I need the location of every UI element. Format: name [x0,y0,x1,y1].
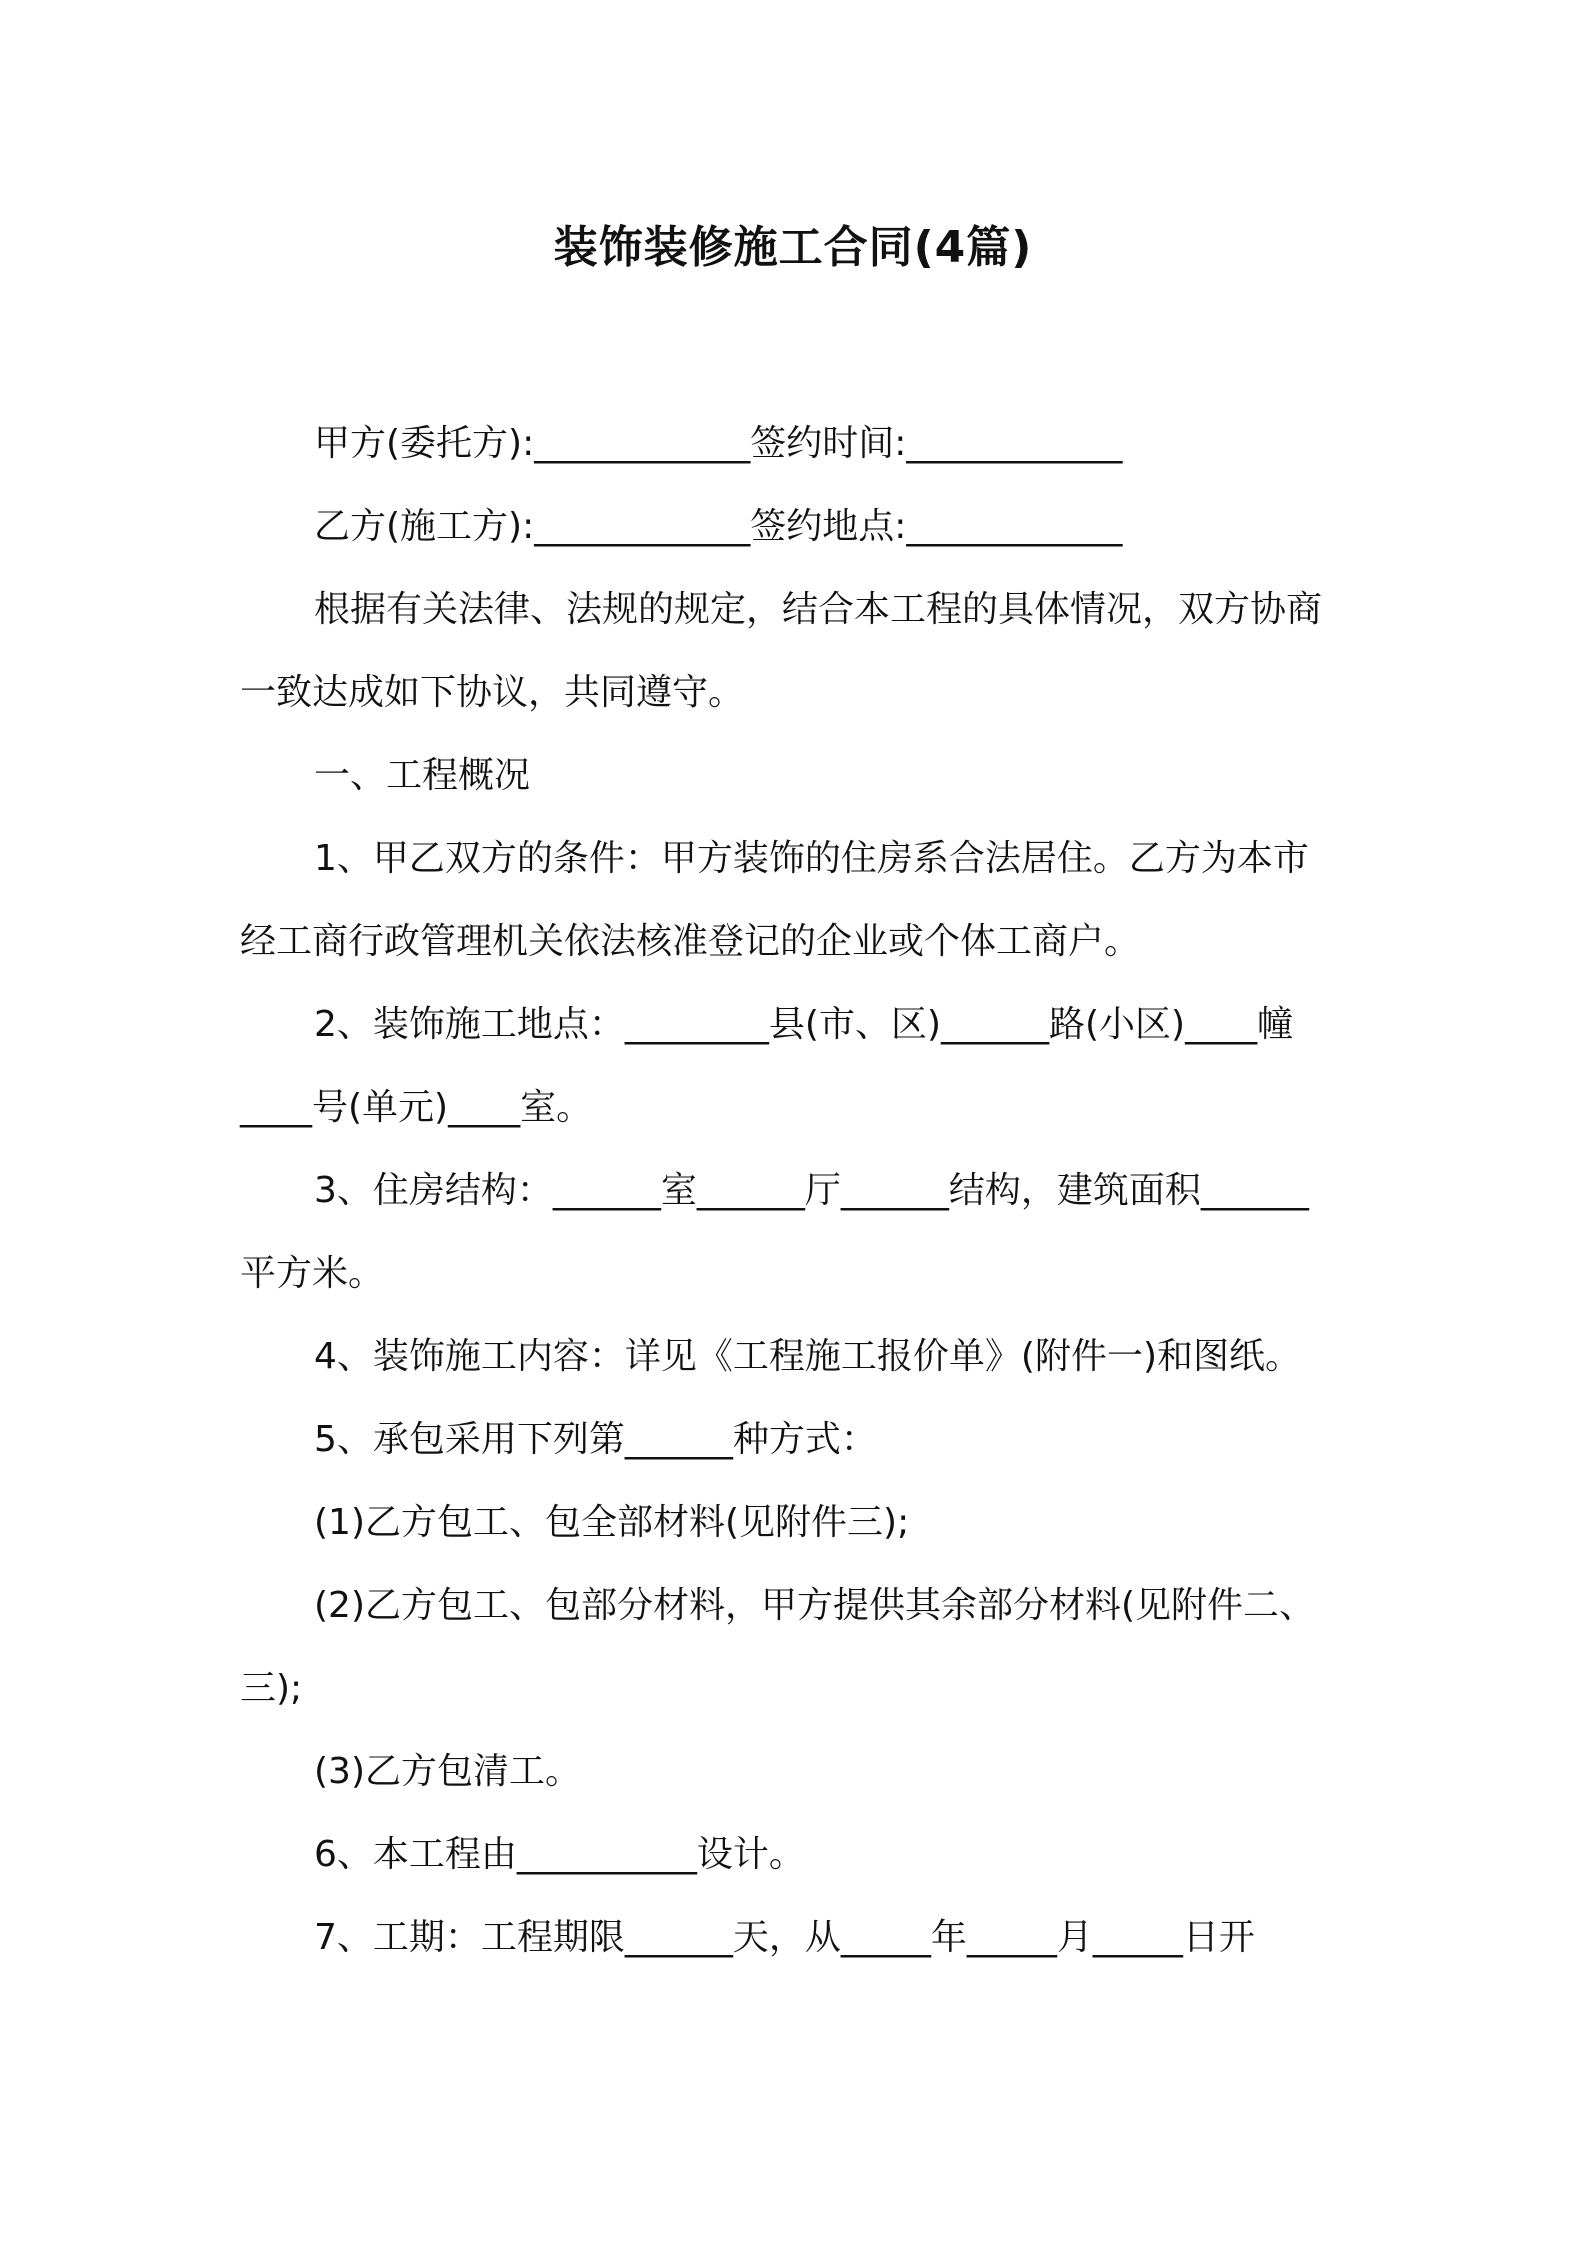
clause-3-line-1: 3、住房结构：______室______厅______结构，建筑面积______ [314,1170,1309,1211]
clause-3-line-2: 平方米。 [240,1253,385,1294]
clause-1-line-2: 经工商行政管理机关依法核准登记的企业或个体工商户。 [240,921,1141,962]
option-1-line: (1)乙方包工、包全部材料(见附件三); [314,1502,910,1543]
party-a-line: 甲方(委托方):____________签约时间:____________ [314,423,1123,464]
section-heading: 一、工程概况 [314,755,531,796]
clause-2-line-2: ____号(单元)____室。 [240,1087,593,1128]
clause-1-line-1: 1、甲乙双方的条件：甲方装饰的住房系合法居住。乙方为本市 [314,838,1309,879]
preamble-line-2: 一致达成如下协议，共同遵守。 [240,672,745,713]
preamble-line-1: 根据有关法律、法规的规定，结合本工程的具体情况，双方协商 [314,589,1323,630]
clause-4-line: 4、装饰施工内容：详见《工程施工报价单》(附件一)和图纸。 [314,1336,1301,1377]
clause-7-line: 7、工期：工程期限______天，从_____年_____月_____日开 [314,1917,1255,1958]
clause-2-line-1: 2、装饰施工地点：________县(市、区)______路(小区)____幢 [314,1004,1294,1045]
clause-5-line: 5、承包采用下列第______种方式： [314,1419,877,1460]
party-b-line: 乙方(施工方):____________签约地点:____________ [314,506,1123,547]
option-2-line-2: 三); [240,1668,303,1709]
document-title: 装饰装修施工合同(4篇) [553,222,1033,273]
option-3-line: (3)乙方包清工。 [314,1751,581,1792]
clause-6-line: 6、本工程由__________设计。 [314,1834,805,1875]
document-body [240,402,1360,1979]
option-2-line-1: (2)乙方包工、包部分材料，甲方提供其余部分材料(见附件二、 [314,1585,1316,1626]
